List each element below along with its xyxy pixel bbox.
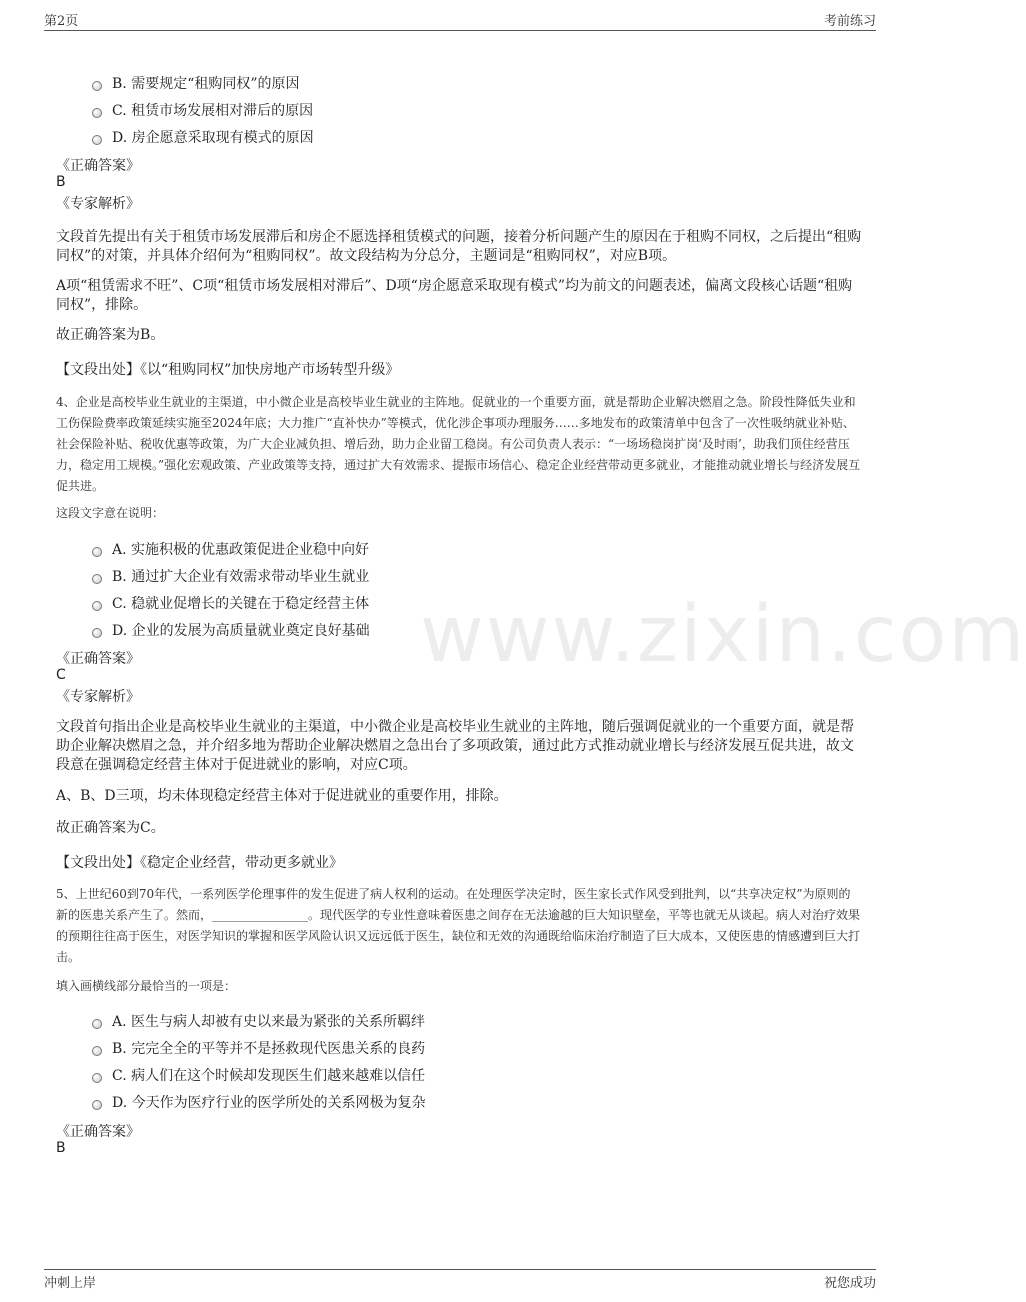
page-footer xyxy=(44,1269,876,1292)
option-text: D. 企业的发展为高质量就业奠定良好基础 xyxy=(112,623,370,639)
radio-icon[interactable] xyxy=(92,108,102,118)
q5-option-d[interactable] xyxy=(92,1092,426,1112)
q4-answer: C xyxy=(56,667,66,683)
q4-analysis-p2: A、B、D三项，均未体现稳定经营主体对于促进就业的重要作用，排除。 xyxy=(56,788,508,804)
q4-option-d[interactable] xyxy=(92,620,370,640)
radio-icon[interactable] xyxy=(92,1019,102,1029)
radio-icon[interactable] xyxy=(92,81,102,91)
watermark: www.zixin.com xyxy=(420,590,1026,680)
q4-analysis-label: 《专家解析》 xyxy=(56,689,140,705)
page-header xyxy=(44,10,876,31)
footer-right-text: 祝您成功 xyxy=(823,1276,876,1291)
q3-option-b[interactable] xyxy=(92,73,300,93)
q3-source: 【文段出处】《以“租购同权”加快房地产市场转型升级》 xyxy=(56,362,400,378)
q3-analysis-p2: A项“租赁需求不旺”、C项“租赁市场发展相对滞后”、D项“房企愿意采取现有模式”均为前文的问题表述，偏离文段核心话题“租购同权”，排除。 xyxy=(56,278,853,313)
q4-text: 4、企业是高校毕业生就业的主渠道，中小微企业是高校毕业生就业的主阵地。促就业的一个重要方面，就是帮助企业解决燃眉之急。阶段性降低失业和工伤保险费率政策延续实施至2024年底；大力推广“直补快办”等模式，优化涉企事项办理服务……多地发布的政策清单中包含了一次性吸纳就业补贴、社会保险补贴、税收优惠等政策，为广大企业减负担、增后劲，助力企业留工稳岗。有公司负责人表示：“一场场稳岗扩岗‘及时雨’，助我们顶住经营压力，稳定用工规模。”强化宏观政策、产业政策等支持，通过扩大有效需求、提振市场信心、稳定企业经营带动更多就业，才能推动就业增长与经济发展互促共进。 xyxy=(56,395,861,493)
radio-icon[interactable] xyxy=(92,1100,102,1110)
option-text: D. 房企愿意采取现有模式的原因 xyxy=(112,130,314,146)
q3-option-d[interactable] xyxy=(92,127,314,147)
radio-icon[interactable] xyxy=(92,547,102,557)
radio-icon[interactable] xyxy=(92,574,102,584)
q4-source: 【文段出处】《稳定企业经营，带动更多就业》 xyxy=(56,855,343,871)
q5-option-b[interactable] xyxy=(92,1038,425,1058)
radio-icon[interactable] xyxy=(92,135,102,145)
option-text: C. 租赁市场发展相对滞后的原因 xyxy=(112,103,314,119)
option-text: B. 需要规定“租购同权”的原因 xyxy=(112,76,300,92)
footer-left-text: 冲刺上岸 xyxy=(44,1276,97,1291)
q3-analysis-p3: 故正确答案为B。 xyxy=(56,327,165,343)
q4-analysis-p1: 文段首句指出企业是高校毕业生就业的主渠道，中小微企业是高校毕业生就业的主阵地，随后强调促就业的一个重要方面，就是帮助企业解决燃眉之急，并介绍多地为帮助企业解决燃眉之急出台了多项政策，通过此方式推动就业增长与经济发展互促共进，故文段意在强调稳定经营主体对于促进就业的影响，对应C项。 xyxy=(56,719,854,773)
q5-option-a[interactable] xyxy=(92,1011,425,1031)
option-text: C. 稳就业促增长的关键在于稳定经营主体 xyxy=(112,596,370,612)
q4-option-a[interactable] xyxy=(92,539,369,559)
q5-text: 5、上世纪60到70年代，一系列医学伦理事件的发生促进了病人权利的运动。在处理医学决定时，医生家长式作风受到批判，以“共享决定权”为原则的新的医患关系产生了。然而，________________。现代医学的专业性意味着医患之间存在无法逾越的巨大知识壁垒，平等也就无从谈起。病人对治疗效果的预期往往高于医生，对医学知识的掌握和医学风险认识又远远低于医生，缺位和无效的沟通既给临床治疗制造了巨大成本，又使医患的情感遭到巨大打击。 xyxy=(56,887,861,964)
q4-analysis-p3: 故正确答案为C。 xyxy=(56,820,165,836)
q5-answer: B xyxy=(56,1140,66,1156)
q3-option-c[interactable] xyxy=(92,100,313,120)
option-text: C. 病人们在这个时候却发现医生们越来越难以信任 xyxy=(112,1068,426,1084)
header-title: 考前练习 xyxy=(823,14,876,29)
radio-icon[interactable] xyxy=(92,1046,102,1056)
option-text: D. 今天作为医疗行业的医学所处的关系网极为复杂 xyxy=(112,1095,426,1111)
q4-option-c[interactable] xyxy=(92,593,369,613)
option-text: B. 完完全全的平等并不是拯救现代医患关系的良药 xyxy=(112,1041,426,1057)
q5-prompt: 填入画横线部分最恰当的一项是： xyxy=(56,979,237,993)
radio-icon[interactable] xyxy=(92,601,102,611)
q3-answer-label: 《正确答案》 xyxy=(56,158,140,174)
radio-icon[interactable] xyxy=(92,1073,102,1083)
q3-analysis-p1: 文段首先提出有关于租赁市场发展滞后和房企不愿选择租赁模式的问题，接着分析问题产生的原因在于租购不同权，之后提出“租购同权”的对策，并具体介绍何为“租购同权”。故文段结构为分总分，主题词是“租购同权”，对应B项。 xyxy=(56,229,862,264)
option-text: A. 实施积极的优惠政策促进企业稳中向好 xyxy=(112,542,370,558)
option-text: A. 医生与病人却被有史以来最为紧张的关系所羁绊 xyxy=(112,1014,426,1030)
q4-option-b[interactable] xyxy=(92,566,369,586)
q4-prompt: 这段文字意在说明： xyxy=(56,506,165,520)
q4-answer-label: 《正确答案》 xyxy=(56,651,140,667)
q3-answer: B xyxy=(56,174,66,190)
q5-answer-label: 《正确答案》 xyxy=(56,1124,140,1140)
radio-icon[interactable] xyxy=(92,628,102,638)
q3-analysis-label: 《专家解析》 xyxy=(56,196,140,212)
q5-option-c[interactable] xyxy=(92,1065,425,1085)
page-number: 第2页 xyxy=(44,14,79,29)
option-text: B. 通过扩大企业有效需求带动毕业生就业 xyxy=(112,569,370,585)
